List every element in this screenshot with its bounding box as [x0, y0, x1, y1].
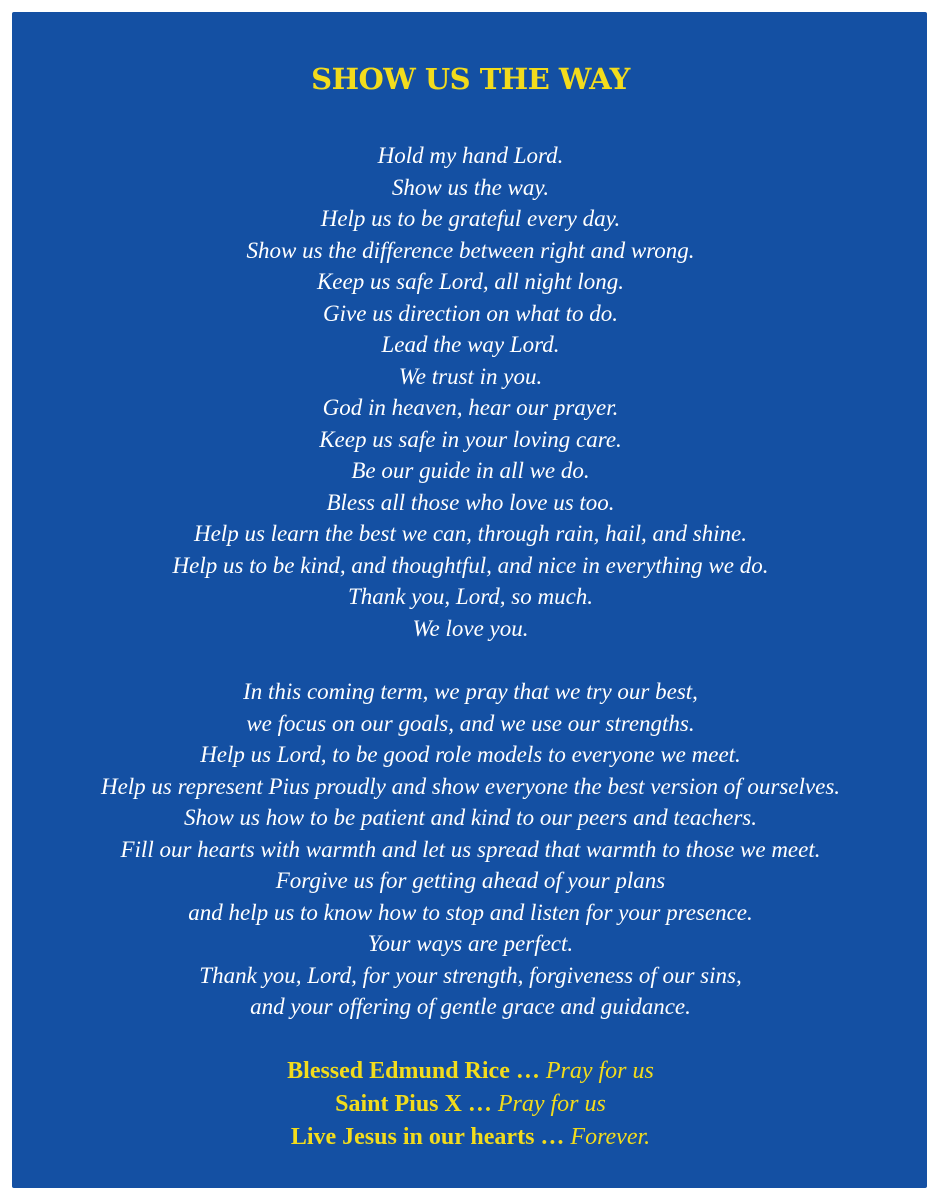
verse-line: Be our guide in all we do. — [351, 458, 590, 483]
invocation-name: Live Jesus in our hearts … — [290, 1124, 565, 1150]
stanza-two — [0, 676, 941, 1023]
invocation-line — [0, 1121, 941, 1154]
verse-line: Hold my hand Lord. — [377, 143, 564, 168]
verse-line: Lead the way Lord. — [381, 332, 560, 357]
verse-line: Keep us safe Lord, all night long. — [316, 269, 625, 294]
invocation-name: Blessed Edmund Rice … — [287, 1058, 540, 1084]
verse-line: Fill our hearts with warmth and let us spread that warmth to those we meet. — [120, 836, 821, 862]
invocation-line — [0, 1088, 941, 1121]
verse-line: Help us to be kind, and thoughtful, and nice in everything we do. — [172, 552, 769, 578]
verse-line: Help us learn the best we can, through rain, hail, and shine. — [193, 521, 748, 546]
verse-line: Your ways are perfect. — [367, 931, 574, 956]
stanza-one — [0, 140, 941, 644]
verse-line: Show us how to be patient and kind to our peers and teachers. — [183, 805, 758, 830]
verse-line: Thank you, Lord, for your strength, forgiveness of our sins, — [199, 962, 742, 988]
invocation-response: Forever. — [570, 1124, 651, 1150]
invocation-name: Saint Pius X … — [335, 1091, 492, 1117]
verse-line: Help us Lord, to be good role models to everyone we meet. — [200, 742, 741, 767]
invocation-response: Pray for us — [497, 1091, 606, 1117]
invocation-response: Pray for us — [545, 1058, 654, 1084]
verse-line: In this coming term, we pray that we try our best, — [243, 679, 698, 704]
verse-line: Give us direction on what to do. — [323, 300, 618, 326]
verse-line: Show us the difference between right and wrong. — [246, 237, 695, 263]
verse-line: Forgive us for getting ahead of your plans — [275, 868, 666, 893]
verse-line: We trust in you. — [398, 363, 543, 389]
verse-line: Keep us safe in your loving care. — [319, 426, 622, 452]
invocation-line — [0, 1055, 941, 1088]
page-title: SHOW US THE WAY — [311, 62, 630, 96]
verse-line: God in heaven, hear our prayer. — [322, 395, 619, 420]
closing-invocations — [0, 1055, 941, 1154]
verse-line: and help us to know how to stop and listen for your presence. — [188, 899, 753, 925]
verse-line: Help us represent Pius proudly and show everyone the best version of ourselves. — [100, 773, 841, 799]
verse-line: and your offering of gentle grace and guidance. — [250, 994, 691, 1019]
verse-line: Thank you, Lord, so much. — [347, 584, 594, 609]
verse-line: Show us the way. — [391, 174, 550, 200]
verse-line: We love you. — [412, 615, 529, 641]
verse-line: Bless all those who love us too. — [326, 489, 615, 515]
verse-line: we focus on our goals, and we use our strengths. — [246, 710, 695, 736]
verse-line: Help us to be grateful every day. — [320, 206, 621, 231]
